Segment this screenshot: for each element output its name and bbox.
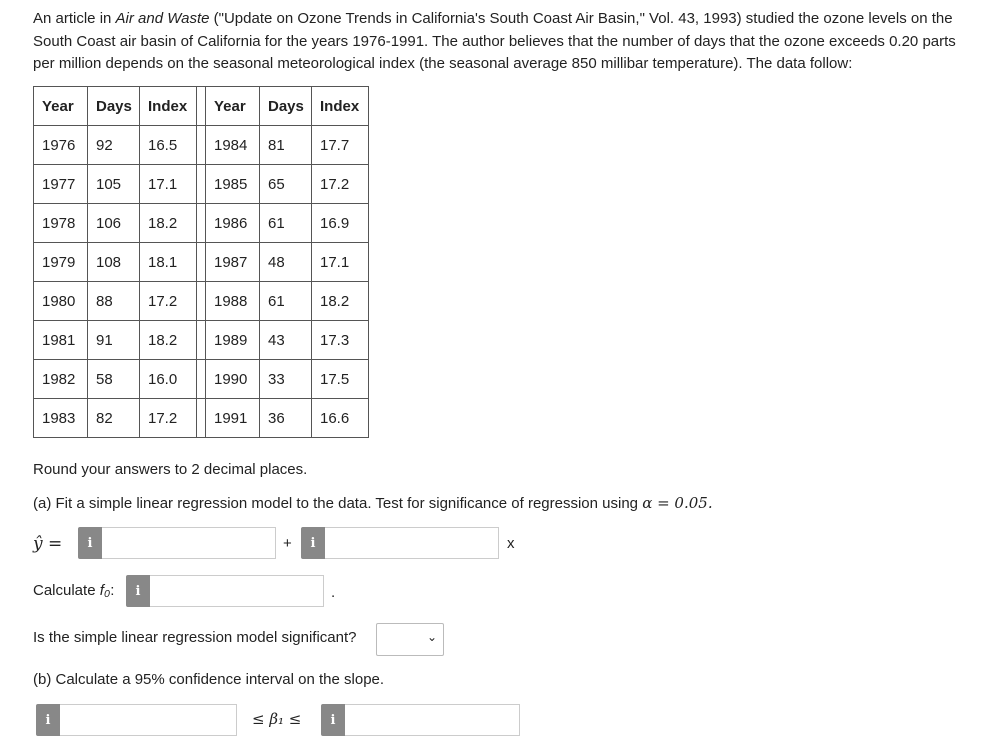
table-row xyxy=(34,282,369,321)
index-cell: 18.1 xyxy=(140,243,197,282)
significance-select[interactable] xyxy=(376,623,444,656)
info-icon[interactable]: i xyxy=(36,704,60,736)
calc-f0-label xyxy=(33,582,114,599)
chevron-down-icon: ⌄ xyxy=(426,630,437,644)
colon: : xyxy=(110,582,115,599)
beta-inequality: ≤ β₁ ≤ xyxy=(252,710,302,728)
index-cell: 18.2 xyxy=(140,321,197,360)
period: . xyxy=(331,584,336,601)
slope-input[interactable] xyxy=(325,527,499,559)
alpha-value: α = 0.05. xyxy=(642,494,713,512)
index-cell: 16.6 xyxy=(312,399,369,438)
table-gap xyxy=(197,360,206,399)
days-cell: 33 xyxy=(260,360,312,399)
year-cell: 1978 xyxy=(34,204,88,243)
days-cell: 108 xyxy=(88,243,140,282)
info-icon[interactable]: i xyxy=(301,527,325,559)
year-cell: 1986 xyxy=(206,204,260,243)
intro-text: An article in xyxy=(33,10,116,27)
part-b-text: (b) Calculate a 95% confidence interval on the slope. xyxy=(33,671,385,688)
index-cell: 17.1 xyxy=(312,243,369,282)
calc-text: Calculate xyxy=(33,582,100,599)
days-cell: 92 xyxy=(88,126,140,165)
year-cell: 1976 xyxy=(34,126,88,165)
days-cell: 61 xyxy=(260,204,312,243)
slope-field[interactable] xyxy=(301,527,499,559)
year-cell: 1984 xyxy=(206,126,260,165)
f0-symbol: f₀ xyxy=(99,582,111,599)
days-cell: 65 xyxy=(260,165,312,204)
year-cell: 1985 xyxy=(206,165,260,204)
f0-input[interactable] xyxy=(150,575,324,607)
info-icon[interactable]: i xyxy=(126,575,150,607)
header-index: Index xyxy=(312,87,369,126)
part-a-text xyxy=(33,494,713,512)
info-icon[interactable]: i xyxy=(78,527,102,559)
rounding-instruction: Round your answers to 2 decimal places. xyxy=(33,461,308,478)
year-cell: 1977 xyxy=(34,165,88,204)
ci-upper-input[interactable] xyxy=(345,704,520,736)
table-gap xyxy=(197,165,206,204)
table-gap xyxy=(197,87,206,126)
table-header xyxy=(34,87,369,126)
table-row xyxy=(34,165,369,204)
intercept-field[interactable] xyxy=(78,527,276,559)
year-cell: 1988 xyxy=(206,282,260,321)
year-cell: 1981 xyxy=(34,321,88,360)
year-cell: 1987 xyxy=(206,243,260,282)
index-cell: 18.2 xyxy=(140,204,197,243)
ci-lower-input[interactable] xyxy=(60,704,237,736)
days-cell: 36 xyxy=(260,399,312,438)
header-days: Days xyxy=(88,87,140,126)
index-cell: 17.2 xyxy=(140,399,197,438)
info-icon[interactable]: i xyxy=(321,704,345,736)
plus-sign: + xyxy=(283,535,292,552)
days-cell: 88 xyxy=(88,282,140,321)
table-row xyxy=(34,204,369,243)
table-gap xyxy=(197,204,206,243)
table-gap xyxy=(197,321,206,360)
intercept-input[interactable] xyxy=(102,527,276,559)
journal-name: Air and Waste xyxy=(115,10,210,27)
header-index: Index xyxy=(140,87,197,126)
table-gap xyxy=(197,126,206,165)
intro-text-2: ("Update on Ozone Trends in California's South Coast Air Basin," Vol. 43, 1993) studied the ozone levels on the South Coast air basin of California for the years 1976-1991. The author believes that the number of days that the ozone exceeds 0.20 parts per million depends on the seasonal meteorological index (the seasonal average 850 millibar temperature). The data follow: xyxy=(33,10,956,72)
f0-field[interactable] xyxy=(126,575,324,607)
days-cell: 81 xyxy=(260,126,312,165)
index-cell: 17.5 xyxy=(312,360,369,399)
index-cell: 17.3 xyxy=(312,321,369,360)
year-cell: 1991 xyxy=(206,399,260,438)
index-cell: 17.2 xyxy=(140,282,197,321)
year-cell: 1979 xyxy=(34,243,88,282)
index-cell: 18.2 xyxy=(312,282,369,321)
table-row xyxy=(34,243,369,282)
y-hat-label: ŷ = xyxy=(33,534,63,554)
index-cell: 17.7 xyxy=(312,126,369,165)
table-row xyxy=(34,360,369,399)
year-cell: 1990 xyxy=(206,360,260,399)
index-cell: 17.1 xyxy=(140,165,197,204)
part-a-label: (a) Fit a simple linear regression model to the data. Test for significance of regression using xyxy=(33,495,643,512)
year-cell: 1980 xyxy=(34,282,88,321)
ci-lower-field[interactable] xyxy=(36,704,237,736)
days-cell: 91 xyxy=(88,321,140,360)
problem-intro xyxy=(33,8,973,76)
table-gap xyxy=(197,243,206,282)
year-cell: 1989 xyxy=(206,321,260,360)
days-cell: 82 xyxy=(88,399,140,438)
index-cell: 16.0 xyxy=(140,360,197,399)
ci-upper-field[interactable] xyxy=(321,704,520,736)
header-year: Year xyxy=(34,87,88,126)
table-gap xyxy=(197,282,206,321)
days-cell: 58 xyxy=(88,360,140,399)
days-cell: 61 xyxy=(260,282,312,321)
days-cell: 43 xyxy=(260,321,312,360)
days-cell: 105 xyxy=(88,165,140,204)
index-cell: 16.5 xyxy=(140,126,197,165)
year-cell: 1983 xyxy=(34,399,88,438)
data-table xyxy=(33,86,369,438)
table-gap xyxy=(197,399,206,438)
header-year: Year xyxy=(206,87,260,126)
year-cell: 1982 xyxy=(34,360,88,399)
table-row xyxy=(34,126,369,165)
index-cell: 17.2 xyxy=(312,165,369,204)
table-row xyxy=(34,321,369,360)
x-variable: x xyxy=(507,535,515,552)
index-cell: 16.9 xyxy=(312,204,369,243)
header-days: Days xyxy=(260,87,312,126)
significance-question: Is the simple linear regression model significant? xyxy=(33,629,357,646)
days-cell: 106 xyxy=(88,204,140,243)
days-cell: 48 xyxy=(260,243,312,282)
table-row xyxy=(34,399,369,438)
